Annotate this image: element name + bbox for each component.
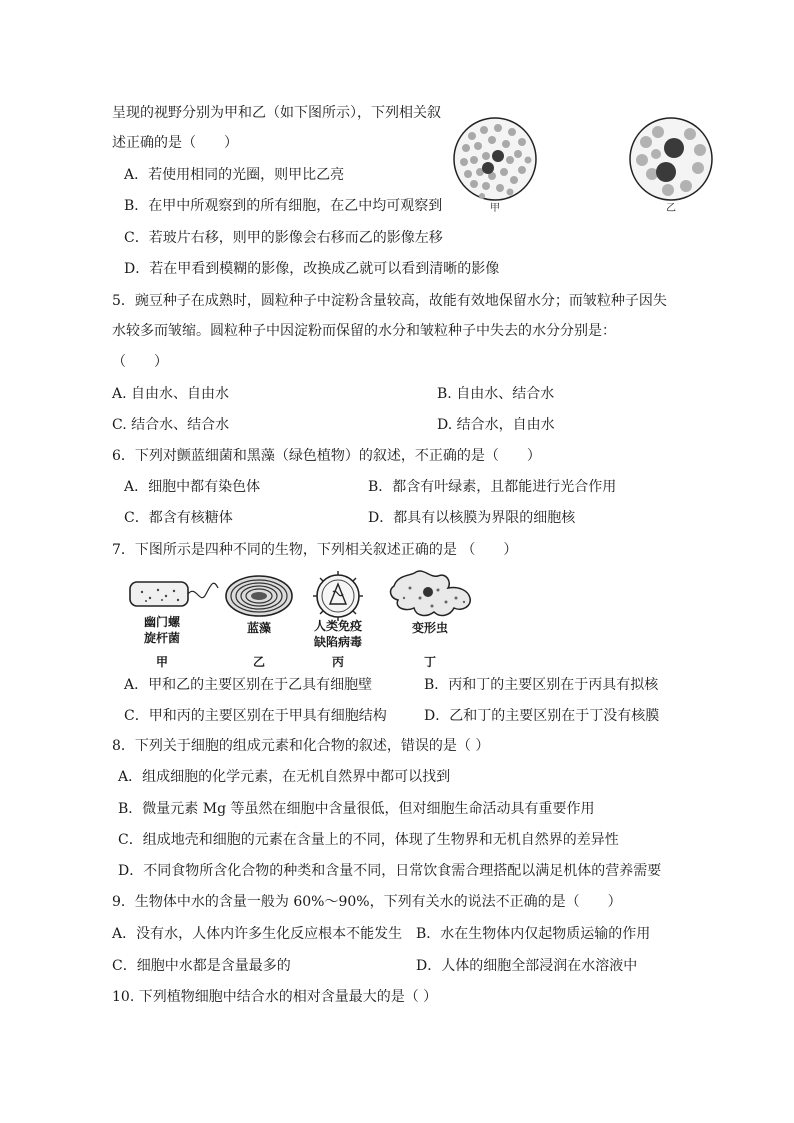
q5-stem-line2: 水较多而皱缩。圆粒种子中因淀粉而保留的水分和皱粒种子中失去的水分分别是： bbox=[112, 323, 616, 339]
q4-figure-label-jia: 甲 bbox=[490, 203, 500, 214]
organism-jia-tag: 甲 bbox=[155, 655, 168, 669]
q8-stem: 8．下列关于细胞的组成元素和化合物的叙述，错误的是（ ） bbox=[112, 738, 490, 754]
q5-option-b: B. 自由水、结合水 bbox=[437, 386, 555, 402]
q5-option-d: D. 结合水，自由水 bbox=[437, 417, 555, 433]
q9-option-a: A．没有水，人体内许多生化反应根本不能发生 bbox=[112, 926, 403, 942]
q5-stem-line1: 5．豌豆种子在成熟时，圆粒种子中淀粉含量较高，故能有效地保留水分；而皱粒种子因失 bbox=[112, 293, 667, 309]
q5-option-a: A. 自由水、自由水 bbox=[112, 386, 230, 402]
q8-option-a: A．组成细胞的化学元素，在无机自然界中都可以找到 bbox=[118, 769, 451, 785]
microscope-field-jia-figure bbox=[452, 116, 538, 202]
q7-stem: 7．下图所示是四种不同的生物，下列相关叙述正确的是 （ ） bbox=[112, 542, 518, 558]
q6-option-b: B．都含有叶绿素，且都能进行光合作用 bbox=[368, 479, 617, 495]
q4-figure-label-yi: 乙 bbox=[666, 203, 676, 214]
q10-stem: 10. 下列植物细胞中结合水的相对含量最大的是（ ） bbox=[112, 989, 438, 1005]
q6-option-c: C．都含有核糖体 bbox=[124, 510, 233, 526]
q7-option-b: B．丙和丁的主要区别在于丙具有拟核 bbox=[424, 677, 659, 693]
q8-option-b: B．微量元素 Mg 等虽然在细胞中含量很低，但对细胞生命活动具有重要作用 bbox=[118, 801, 595, 817]
q8-option-d: D．不同食物所含化合物的种类和含量不同，日常饮食需合理搭配以满足机体的营养需要 bbox=[118, 863, 662, 879]
organism-bing-tag: 丙 bbox=[331, 655, 344, 669]
organism-bing-name-line1: 人类免疫 bbox=[313, 619, 362, 633]
organism-ding-name-line1: 变形虫 bbox=[411, 621, 448, 635]
q7-option-a: A．甲和乙的主要区别在于乙具有细胞壁 bbox=[124, 677, 373, 693]
organism-ding-tag: 丁 bbox=[423, 655, 436, 669]
helicobacter-pylori-figure bbox=[128, 576, 224, 616]
q4-option-a: A．若使用相同的光圈，则甲比乙亮 bbox=[124, 167, 345, 183]
q7-option-c: C．甲和丙的主要区别在于甲具有细胞结构 bbox=[124, 708, 387, 724]
organism-yi-tag: 乙 bbox=[252, 655, 265, 669]
q8-option-c: C．组成地壳和细胞的元素在含量上的不同，体现了生物界和无机自然界的差异性 bbox=[118, 832, 619, 848]
q5-stem-line3: （ ） bbox=[112, 354, 168, 370]
organism-bing-name-line2: 缺陷病毒 bbox=[313, 635, 362, 649]
q9-option-d: D．人体的细胞全部浸润在水溶液中 bbox=[416, 958, 638, 974]
organism-yi-name-line1: 蓝藻 bbox=[246, 621, 271, 635]
q4-option-d: D．若在甲看到模糊的影像，改换成乙就可以看到清晰的影像 bbox=[124, 261, 500, 277]
organism-jia-name-line2: 旋杆菌 bbox=[143, 631, 180, 645]
q6-stem: 6．下列对颤蓝细菌和黑藻（绿色植物）的叙述，不正确的是（ ） bbox=[112, 448, 541, 464]
q4-stem-line2: 述正确的是（ ） bbox=[112, 135, 238, 151]
q9-option-b: B．水在生物体内仅起物质运输的作用 bbox=[416, 926, 651, 942]
q7-option-d: D．乙和丁的主要区别在于丁没有核膜 bbox=[424, 708, 660, 724]
q4-option-b: B．在甲中所观察到的所有细胞，在乙中均可观察到 bbox=[124, 198, 443, 214]
q5-option-c: C. 结合水、结合水 bbox=[112, 417, 230, 433]
q9-stem: 9．生物体中水的含量一般为 60%～90%，下列有关水的说法不正确的是（ ） bbox=[112, 894, 622, 910]
q4-stem-line1: 呈现的视野分别为甲和乙（如下图所示），下列相关叙 bbox=[112, 105, 441, 121]
q6-option-d: D．都具有以核膜为界限的细胞核 bbox=[368, 510, 576, 526]
hiv-virus-figure bbox=[306, 570, 370, 622]
organism-jia-name-line1: 幽门螺 bbox=[143, 615, 180, 629]
q4-option-c: C．若玻片右移，则甲的影像会右移而乙的影像左移 bbox=[124, 230, 443, 246]
amoeba-figure bbox=[386, 568, 478, 620]
q9-option-c: C．细胞中水都是含量最多的 bbox=[112, 958, 291, 974]
q6-option-a: A．细胞中都有染色体 bbox=[124, 479, 261, 495]
microscope-field-yi-figure bbox=[628, 116, 714, 202]
cyanobacteria-figure bbox=[224, 574, 294, 618]
